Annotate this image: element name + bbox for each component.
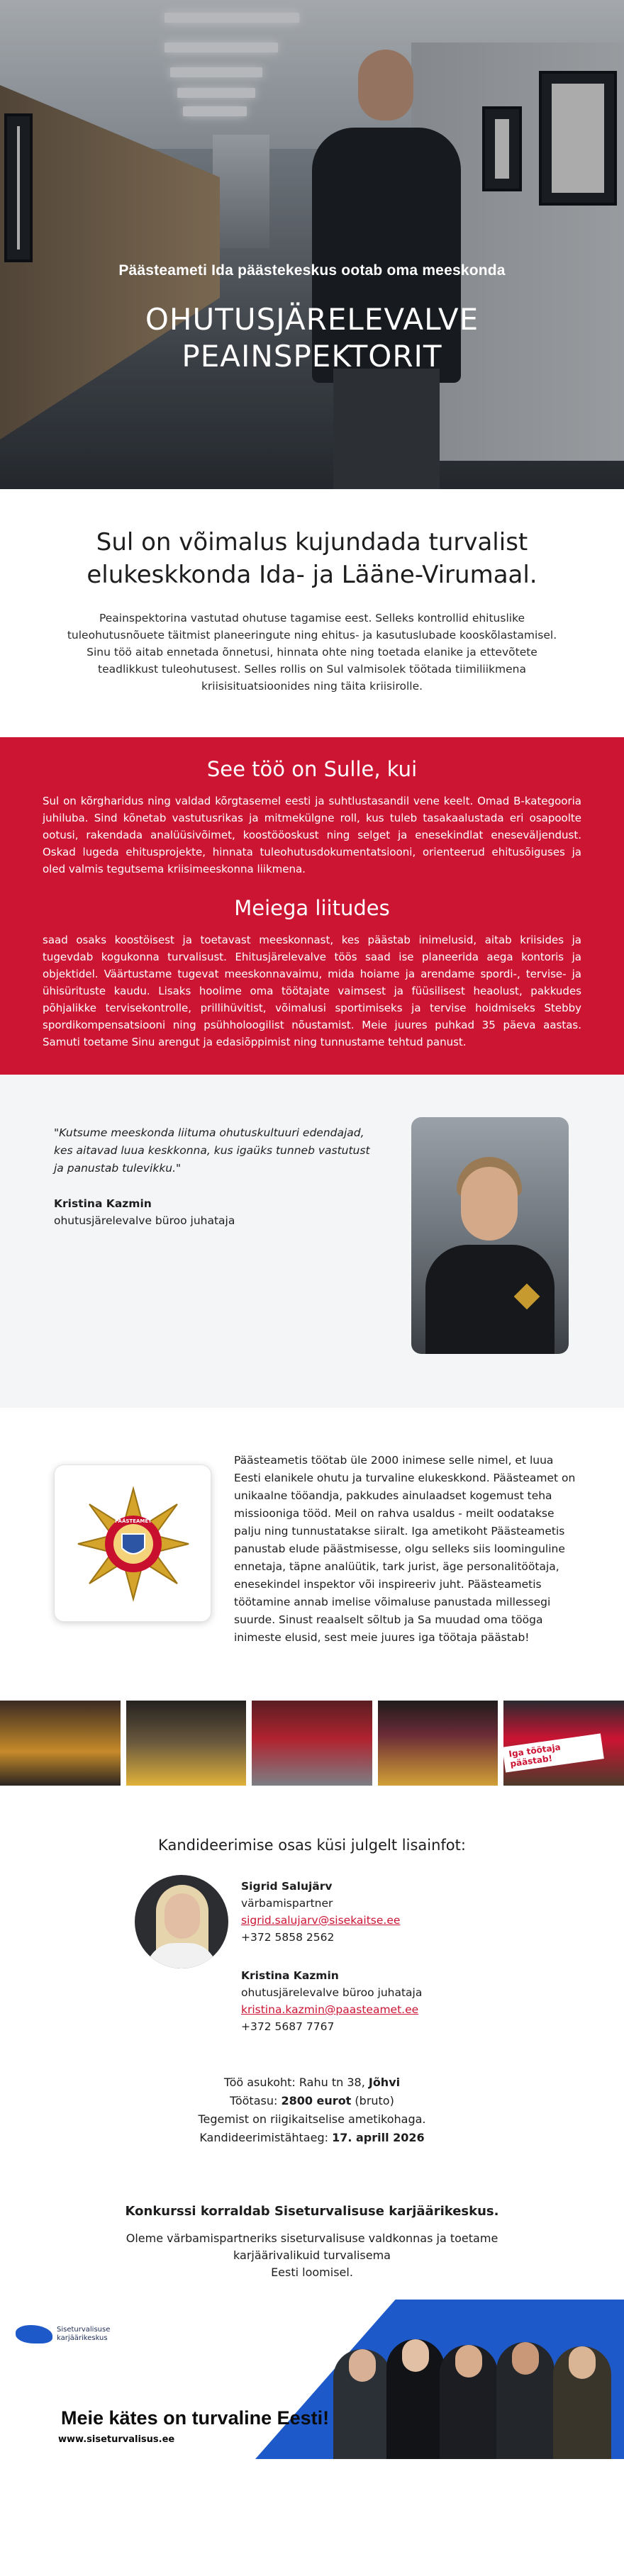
job-contract: Tegemist on riigikaitselise ametikohaga.: [198, 2112, 426, 2126]
intro-section: [0, 489, 624, 737]
strip-photo-team: [378, 1701, 498, 1786]
contact-person-1: [241, 1878, 400, 1946]
hero-overlay: [0, 0, 624, 489]
organizer-subtitle: [92, 2230, 532, 2281]
contact-1-name: Sigrid Salujärv: [241, 1880, 333, 1893]
job-salary-value: 2800 eurot: [281, 2094, 352, 2107]
organizer-subtitle-line2: Eesti loomisel.: [271, 2266, 353, 2279]
job-deadline-label: Kandideerimistähtaeg:: [199, 2131, 333, 2144]
benefits-body: saad osaks koostöisest ja toetavast meeskonnast, kes päästab inimelusid, aitab kriisides ja tugevdab kogukonna turvalisust. Ehitusjärelevalve töös saad ise planeerida aega kontoris ja objektidel. Väärtustame tugevat meeskonnavaimu, mida hoiame ja arendame spordi-, tervise- ja ühisürituste kaudu. Lisaks hoolime oma töötajate vaimsest ja füüsilisest heaolust, pakkudes põhjalikke tervisekontrolle, prillihüvitist, võimalusi sportimiseks ja tervise hoidmiseks Stebby spordikompensatsiooni ning psühholoogilist nõustamist. Meie juures puhkad 35 päeva aastas. Samuti toetame Sinu arengut ja edasiõppimist ning tunnustame tehtud panust.: [43, 934, 581, 1048]
organizer-title: Konkurssi korraldab Siseturvalisuse karjäärikeskus.: [125, 2204, 499, 2219]
contact-2-name: Kristina Kazmin: [241, 1969, 339, 1982]
quote-author-role: ohutusjärelevalve büroo juhataja: [54, 1214, 235, 1227]
strip-photo-firefighters: [126, 1701, 247, 1786]
about-body: Päästeametis töötab üle 2000 inimese selle nimel, et luua Eesti elanikele ohutu ja turvaline elukeskkond. Päästeamet on unikaalne tööandja, pakkudes ainulaadset kogemust teha missiooniga tööd. Meil on rahva usaldus - meilt oodatakse palju ning tunnustatakse siiralt. Iga ametikoht Päästeametis panustab elude päästmisesse, olgu selleks siis loominguline ennetaja, täpne analüütik, tark jurist, äge personalitöötaja, enesekindel inspektor või inspireeriv juht. Päästeametis töötamine annab imelise võimaluse panustada millessegi suurde. Sinust reaalselt sõltub ja Sa muudad oma tööga inimeste elusid, sest meie juures iga töötaja päästab!: [234, 1454, 576, 1644]
job-salary-label: Töötasu:: [230, 2094, 282, 2107]
footer-brand: [16, 2325, 110, 2343]
contacts-section: [0, 1786, 624, 2175]
organizer-section: [0, 2175, 624, 2300]
job-deadline-value: 17. aprill 2026: [332, 2131, 425, 2144]
benefits-heading: Meiega liitudes: [234, 896, 390, 920]
job-location-label: Töö asukoht: Rahu tn 38,: [223, 2076, 369, 2089]
photo-strip: [0, 1701, 624, 1786]
footer-website-link[interactable]: www.siseturvalisus.ee: [58, 2434, 175, 2445]
quote-author-photo: [411, 1117, 569, 1354]
paasteamet-logo-card: [54, 1465, 211, 1622]
quote-text-block: [54, 1124, 380, 1227]
paasteamet-logo-icon: [55, 1465, 212, 1623]
contact-1-phone: +372 5858 2562: [241, 1931, 335, 1944]
strip-photo-rescuers: [0, 1701, 121, 1786]
contacts-heading: Kandideerimise osas küsi julgelt lisainfot:: [158, 1837, 466, 1854]
job-salary-note: (bruto): [351, 2094, 394, 2107]
intro-body: Peainspektorina vastutad ohutuse tagamise eest. Selleks kontrollid ehituslike tuleohutusnõuete täitmist planeeringute ning ehitus- ja kasutuslubade kooskõlastamisel. Sinu töö aitab ennetada õnnetusi, hinnata ohte ning toetada elanike ja ettevõtete teadlikkust tuleohutusest. Selles rollis on Sul valmisolek töötada tiimiliikmena kriisisituatsioonides ning täita kriisirolle.: [67, 612, 557, 693]
recruiter-avatar: [135, 1875, 228, 1969]
footer-crew-member: [333, 2349, 391, 2459]
estonia-map-icon: [16, 2325, 52, 2343]
hero-title-line1: OHUTUSJÄRELEVALVE: [145, 302, 479, 337]
hero-title: [0, 301, 624, 375]
intro-heading: Sul on võimalus kujundada turvalist elukeskkonda Ida- ja Lääne-Virumaal.: [87, 528, 537, 589]
job-deadline: [43, 2129, 581, 2147]
strip-photo-firetruck: [252, 1701, 372, 1786]
footer-brand-line1: Siseturvalisuse: [57, 2326, 111, 2334]
strip-slogan-tag: Iga töötaja päästab!: [503, 1733, 603, 1772]
footer-slogan: Meie kätes on turvaline Eesti!: [61, 2407, 330, 2429]
hero-banner: [0, 0, 624, 489]
footer-crew-member: [386, 2339, 445, 2459]
footer-brand-line2: karjäärikeskus: [57, 2334, 108, 2342]
requirements-heading: See töö on Sulle, kui: [206, 757, 418, 781]
contact-2-role: ohutusjärelevalve büroo juhataja: [241, 1986, 423, 1999]
job-details: [43, 2073, 581, 2147]
footer-crew-member: [496, 2342, 555, 2459]
contact-1-email-link[interactable]: sigrid.salujarv@sisekaitse.ee: [241, 1914, 401, 1927]
contact-person-2: [241, 1967, 422, 2035]
footer-crew-member: [553, 2346, 611, 2459]
job-salary: [43, 2092, 581, 2110]
about-section: [0, 1408, 624, 1701]
job-location: [43, 2073, 581, 2092]
contact-2-phone: +372 5687 7767: [241, 2020, 335, 2033]
hero-kicker: Päästeameti Ida päästekeskus ootab oma meeskonda: [118, 262, 506, 279]
contact-2-email-link[interactable]: kristina.kazmin@paasteamet.ee: [241, 2003, 419, 2016]
hero-title-line2: PEAINSPEKTORIT: [182, 339, 442, 374]
contact-cards: [135, 1875, 489, 2059]
logo-label: PÄÄSTEAMET: [115, 1518, 152, 1524]
quote-text: "Kutsume meeskonda liituma ohutuskultuuri edendajad, kes aitavad luua keskkonna, kus igaüks tunneb vastutust ja panustab tulevikku.": [54, 1126, 370, 1175]
organizer-subtitle-line1: Oleme värbamispartneriks siseturvalisuse valdkonnas ja toetame karjäärivalikuid turvalisema: [126, 2231, 498, 2262]
requirements-section: [0, 737, 624, 1075]
footer-crew-member: [440, 2345, 498, 2459]
job-location-city: Jõhvi: [368, 2076, 401, 2089]
contact-1-role: värbamispartner: [241, 1897, 333, 1910]
requirements-body: Sul on kõrgharidus ning valdad kõrgtasemel eesti ja suhtlustasandil vene keelt. Omad B-kategooria juhiluba. Sind kõnetab vastutusrikas ja mitmekülgne roll, kus tuleb tasakaalustada eri osapoolte ootusi, rakendada analüüsivõimet, koostööoskust ning selget ja enesekindlat eneseväljendust. Oskad lugeda ehitusprojekte, hinnata tuleohutusdokumentatsiooni, orienteerud ehitusõiguses ja oled valmis tegutsema kriisimeeskonna liikmena.: [43, 795, 581, 875]
quote-section: [0, 1075, 624, 1408]
strip-photo-slogan: [503, 1701, 624, 1786]
footer-banner: [0, 2300, 624, 2459]
quote-author-name: Kristina Kazmin: [54, 1197, 152, 1210]
footer-brand-text: [57, 2326, 110, 2343]
